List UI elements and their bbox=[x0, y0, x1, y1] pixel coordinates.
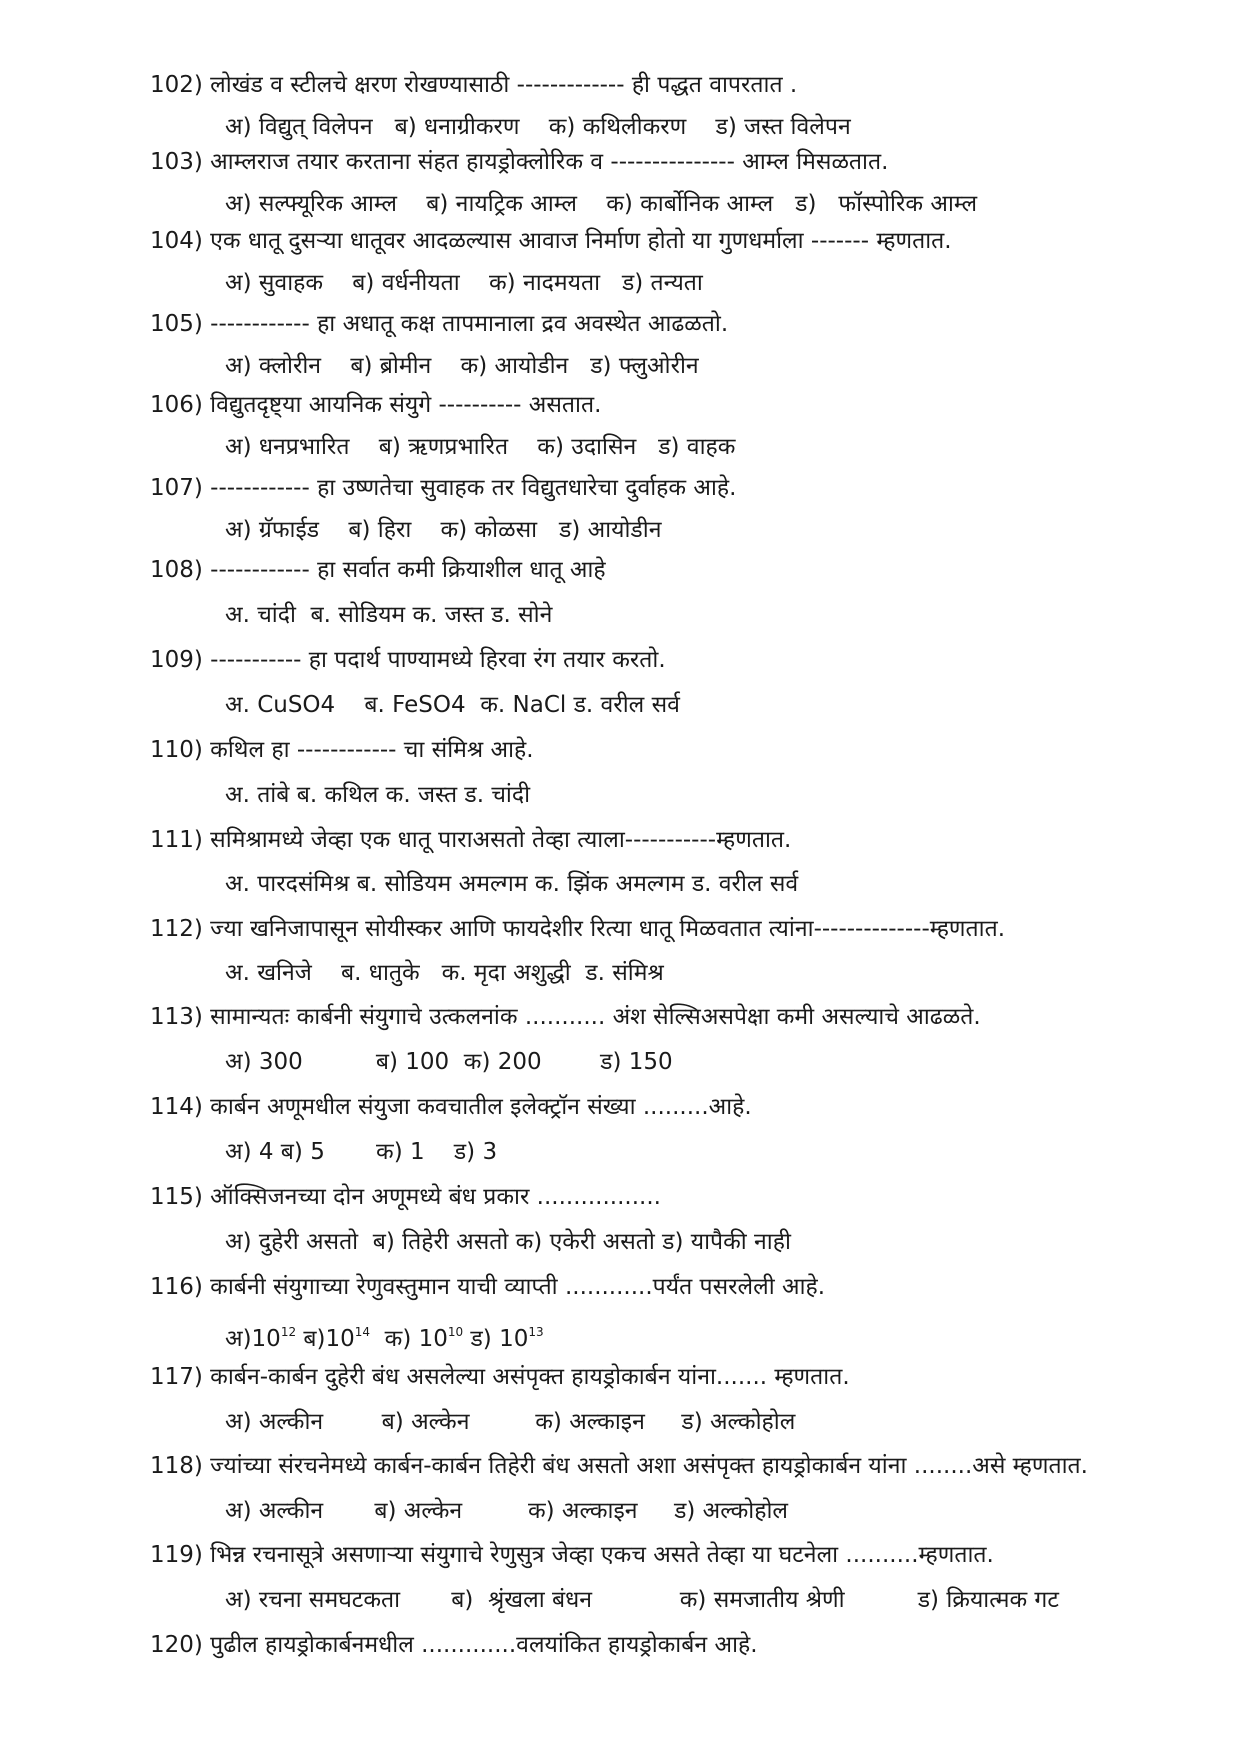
option-a-116: अ)10 bbox=[225, 1326, 281, 1352]
options-116 bbox=[225, 1317, 1225, 1354]
options-108: अ. चांदी ब. सोडियम क. जस्त ड. सोने bbox=[225, 602, 553, 628]
options-119: अ) रचना समघटकता ब) श्रृंखला बंधन क) समजातीय श्रेणी ड) क्रियात्मक गट bbox=[225, 1587, 1059, 1613]
option-b-exponent: 14 bbox=[354, 1325, 371, 1339]
options-104: अ) सुवाहक ब) वर्धनीयता क) नादमयता ड) तन्यता bbox=[225, 270, 703, 296]
options-113: अ) 300 ब) 100 क) 200 ड) 150 bbox=[225, 1049, 673, 1075]
question-114: 114) कार्बन अणूमधील संयुजा कवचातील इलेक्ट्रॉन संख्या .........आहे. bbox=[150, 1094, 752, 1120]
question-117: 117) कार्बन-कार्बन दुहेरी बंध असलेल्या असंपृक्त हायड्रोकार्बन यांना....... म्हणतात. bbox=[150, 1364, 850, 1390]
options-115: अ) दुहेरी असतो ब) तिहेरी असतो क) एकेरी असतो ड) यापैकी नाही bbox=[225, 1229, 791, 1255]
question-103: 103) आम्लराज तयार करताना संहत हायड्रोक्लोरिक व --------------- आम्ल मिसळतात. bbox=[150, 149, 889, 175]
options-105: अ) क्लोरीन ब) ब्रोमीन क) आयोडीन ड) फ्लुओरीन bbox=[225, 353, 699, 379]
options-118: अ) अल्कीन ब) अल्केन क) अल्काइन ड) अल्कोहोल bbox=[225, 1498, 789, 1524]
option-d-116: ड) 10 bbox=[463, 1326, 529, 1352]
question-112: 112) ज्या खनिजापासून सोयीस्कर आणि फायदेशीर रित्या धातू मिळवतात त्यांना--------------म्हणतात. bbox=[150, 916, 1006, 942]
question-110: 110) कथिल हा ------------ चा संमिश्र आहे. bbox=[150, 737, 534, 763]
question-105: 105) ------------ हा अधातू कक्ष तापमानाला द्रव अवस्थेत आढळतो. bbox=[150, 311, 729, 337]
options-106: अ) धनप्रभारित ब) ऋणप्रभारित क) उदासिन ड) वाहक bbox=[225, 434, 736, 460]
options-109: अ. CuSO4 ब. FeSO4 क. NaCl ड. वरील सर्व bbox=[225, 692, 680, 718]
question-111: 111) समिश्रामध्ये जेव्हा एक धातू पाराअसतो तेव्हा त्याला-----------म्हणतात. bbox=[150, 827, 792, 853]
option-c-exponent: 10 bbox=[447, 1325, 464, 1339]
options-103: अ) सल्फ्यूरिक आम्ल ब) नायट्रिक आम्ल क) कार्बोनिक आम्ल ड) फॉस्पोरिक आम्ल bbox=[225, 191, 978, 217]
option-c-116: क) 10 bbox=[370, 1326, 448, 1352]
question-107: 107) ------------ हा उष्णतेचा सुवाहक तर विद्युतधारेचा दुर्वाहक आहे. bbox=[150, 475, 737, 501]
option-b-116: ब)10 bbox=[296, 1326, 355, 1352]
options-114: अ) 4 ब) 5 क) 1 ड) 3 bbox=[225, 1139, 498, 1165]
options-112: अ. खनिजे ब. धातुके क. मृदा अशुद्धी ड. संमिश्र bbox=[225, 960, 664, 986]
question-119: 119) भिन्न रचनासूत्रे असणाऱ्या संयुगाचे रेणुसुत्र जेव्हा एकच असते तेव्हा या घटनेला ..........म्हणतात. bbox=[150, 1542, 994, 1568]
question-113: 113) सामान्यतः कार्बनी संयुगाचे उत्कलनांक ........... अंश सेल्सिअसपेक्षा कमी असल्याचे आढळते. bbox=[150, 1004, 981, 1030]
question-102: 102) लोखंड व स्टीलचे क्षरण रोखण्यासाठी ------------- ही पद्धत वापरतात . bbox=[150, 72, 798, 98]
options-110: अ. तांबे ब. कथिल क. जस्त ड. चांदी bbox=[225, 782, 531, 808]
question-116: 116) कार्बनी संयुगाच्या रेणुवस्तुमान याची व्याप्ती ............पर्यंत पसरलेली आहे. bbox=[150, 1274, 826, 1300]
options-102: अ) विद्युत् विलेपन ब) धनाग्रीकरण क) कथिलीकरण ड) जस्त विलेपन bbox=[225, 114, 851, 140]
question-104: 104) एक धातू दुसऱ्या धातूवर आदळल्यास आवाज निर्माण होतो या गुणधर्माला ------- म्हणतात. bbox=[150, 228, 952, 254]
question-106: 106) विद्युतदृष्ट्या आयनिक संयुगे ---------- असतात. bbox=[150, 392, 602, 418]
question-120: 120) पुढील हायड्रोकार्बनमधील .............वलयांकित हायड्रोकार्बन आहे. bbox=[150, 1632, 758, 1658]
option-d-exponent: 13 bbox=[528, 1325, 544, 1339]
options-117: अ) अल्कीन ब) अल्केन क) अल्काइन ड) अल्कोहोल bbox=[225, 1409, 796, 1435]
option-a-exponent: 12 bbox=[280, 1325, 297, 1339]
question-109: 109) ----------- हा पदार्थ पाण्यामध्ये हिरवा रंग तयार करतो. bbox=[150, 647, 666, 673]
options-111: अ. पारदसंमिश्र ब. सोडियम अमल्गम क. झिंक अमल्गम ड. वरील सर्व bbox=[225, 871, 799, 897]
options-107: अ) ग्रॅफाईड ब) हिरा क) कोळसा ड) आयोडीन bbox=[225, 517, 662, 543]
question-115: 115) ऑक्सिजनच्या दोन अणूमध्ये बंध प्रकार ................. bbox=[150, 1184, 661, 1210]
question-118: 118) ज्यांच्या संरचनेमध्ये कार्बन-कार्बन तिहेरी बंध असतो अशा असंपृक्त हायड्रोकार्बन यांना ........असे म्हणतात. bbox=[150, 1453, 1088, 1479]
question-108: 108) ------------ हा सर्वात कमी क्रियाशील धातू आहे bbox=[150, 557, 606, 583]
